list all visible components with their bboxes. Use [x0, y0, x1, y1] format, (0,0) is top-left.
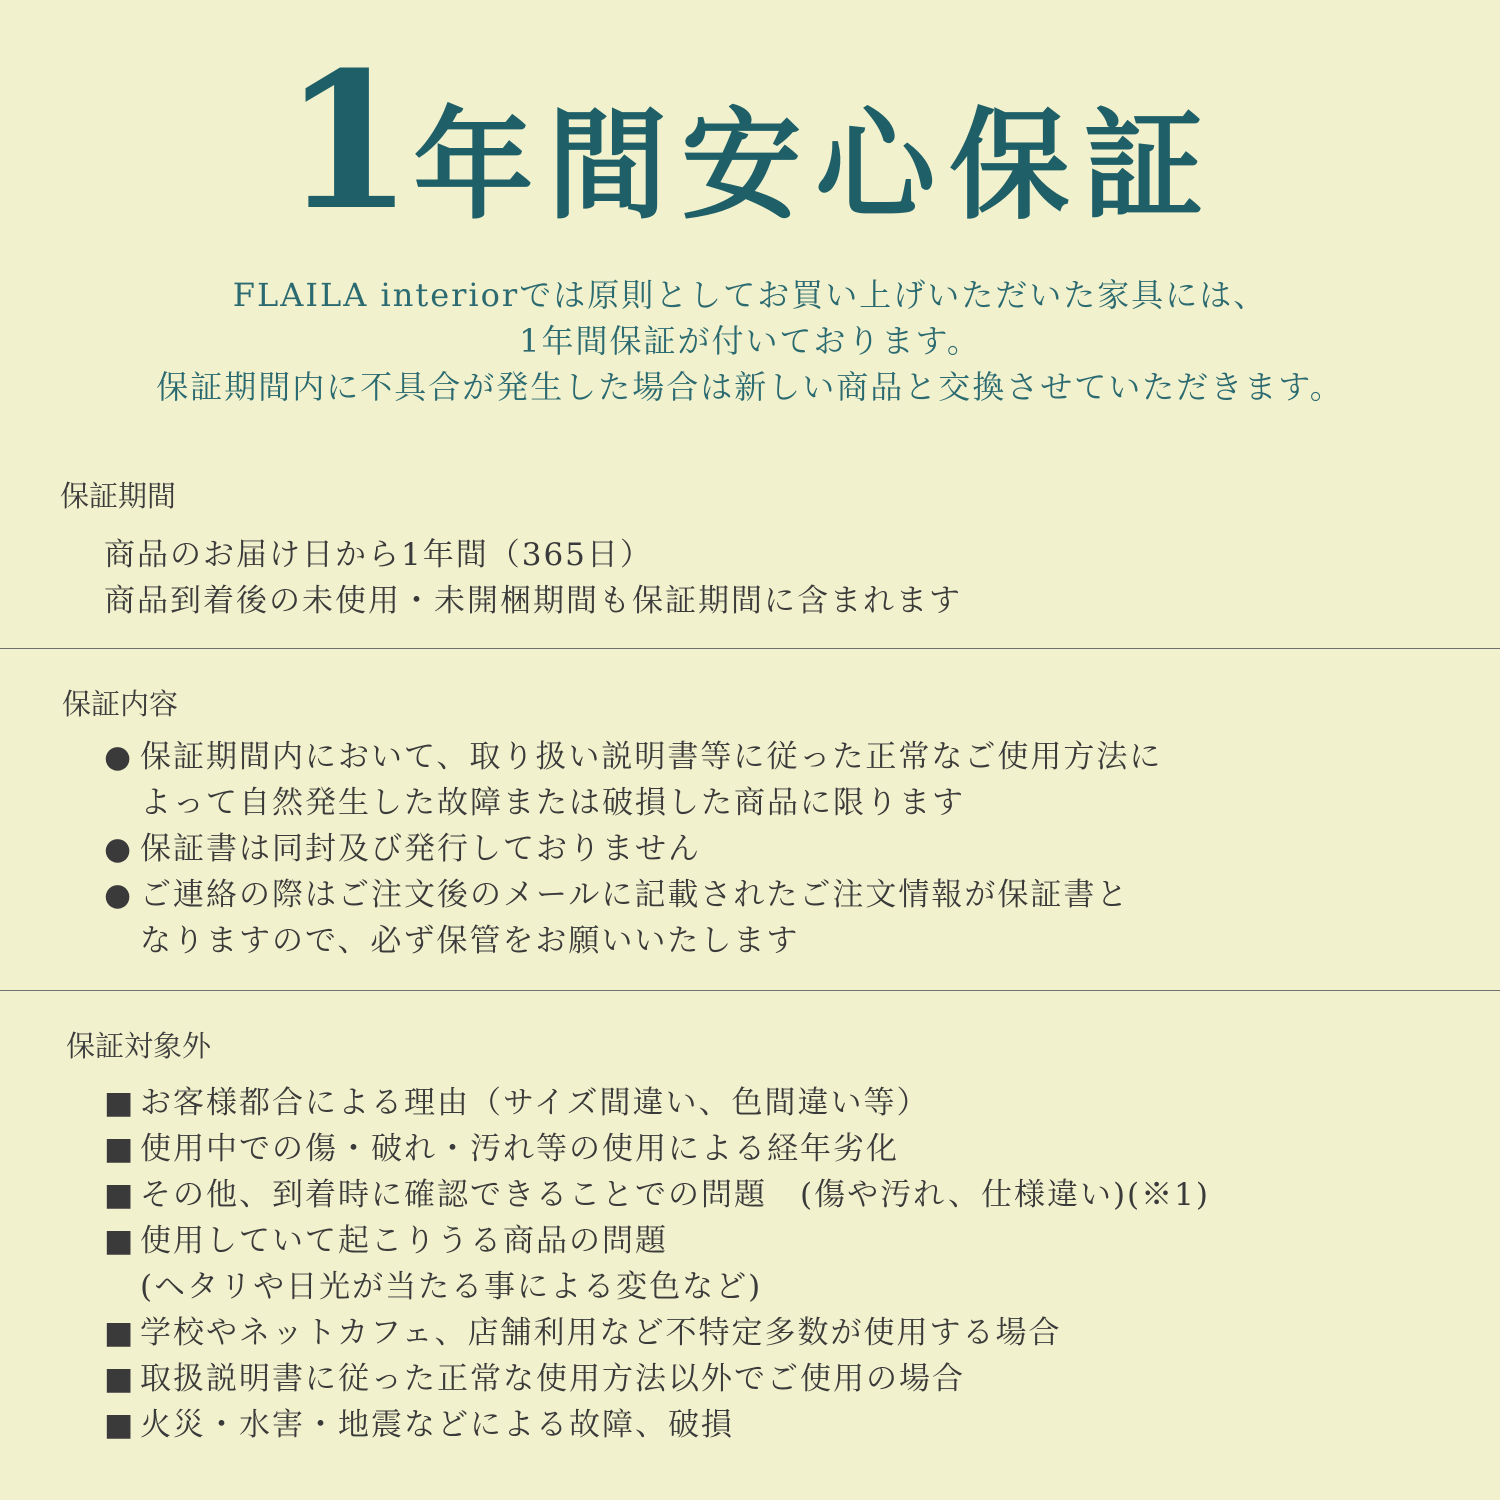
list-item — [104, 1402, 1210, 1448]
period-body — [104, 532, 962, 624]
list-item-text: 保証期間内において、取り扱い説明書等に従った正常なご使用方法に — [140, 739, 1163, 775]
list-item-continuation: なりますので、必ず保管をお願いいたします — [140, 923, 800, 959]
content-list — [104, 734, 1162, 964]
list-item-text: 火災・水害・地震などによる故障、破損 — [140, 1407, 734, 1443]
list-item-continuation: よって自然発生した故障または破損した商品に限ります — [140, 785, 965, 821]
list-item-text: ご連絡の際はご注文後のメールに記載されたご注文情報が保証書と — [140, 877, 1130, 913]
list-item — [104, 826, 1162, 872]
intro-line: FLAILA interiorでは原則としてお買い上げいただいた家具には、 — [232, 276, 1268, 314]
bullet-icon: ● — [104, 739, 134, 775]
list-item — [104, 1126, 1210, 1172]
list-item — [104, 1310, 1210, 1356]
section-divider — [0, 990, 1500, 991]
list-item — [104, 1218, 1210, 1264]
list-item-text: 学校やネットカフェ、店舗利用など不特定多数が使用する場合 — [140, 1315, 1062, 1351]
list-item — [104, 872, 1162, 918]
list-item-text: 取扱説明書に従った正常な使用方法以外でご使用の場合 — [140, 1361, 965, 1397]
list-item-text: お客様都合による理由（サイズ間違い、色間違い等） — [140, 1085, 930, 1121]
period-line: 商品到着後の未使用・未開梱期間も保証期間に含まれます — [104, 583, 962, 619]
list-item — [104, 734, 1162, 780]
list-item-text: 使用していて起こりうる商品の問題 — [140, 1223, 668, 1259]
list-item-continuation: (ヘタリや日光が当たる事による変色など) — [140, 1269, 763, 1305]
list-item-text: 保証書は同封及び発行しておりません — [140, 831, 701, 867]
intro-text — [0, 272, 1500, 410]
square-bullet-icon: ■ — [104, 1085, 136, 1121]
title-number: 1 — [282, 31, 414, 252]
square-bullet-icon: ■ — [104, 1177, 136, 1213]
square-bullet-icon: ■ — [104, 1131, 136, 1167]
square-bullet-icon: ■ — [104, 1361, 136, 1397]
list-item — [104, 1172, 1210, 1218]
list-item-text: 使用中での傷・破れ・汚れ等の使用による経年劣化 — [140, 1131, 899, 1167]
exclusions-heading: 保証対象外 — [66, 1029, 212, 1063]
list-item — [104, 1080, 1210, 1126]
section-divider — [0, 648, 1500, 649]
bullet-icon: ● — [104, 831, 134, 867]
list-item-text: その他、到着時に確認できることでの問題 (傷や汚れ、仕様違い)(※1) — [140, 1177, 1210, 1213]
intro-line: 1年間保証が付いております。 — [519, 322, 981, 360]
square-bullet-icon: ■ — [104, 1223, 136, 1259]
square-bullet-icon: ■ — [104, 1407, 136, 1443]
period-heading: 保証期間 — [60, 479, 177, 513]
bullet-icon: ● — [104, 877, 134, 913]
page-title — [0, 31, 1500, 252]
exclusions-list — [104, 1080, 1210, 1448]
title-text: 年間安心保証 — [413, 97, 1218, 236]
square-bullet-icon: ■ — [104, 1315, 136, 1351]
content-heading: 保証内容 — [62, 687, 179, 721]
list-item — [104, 1356, 1210, 1402]
intro-line: 保証期間内に不具合が発生した場合は新しい商品と交換させていただきます。 — [156, 368, 1344, 406]
period-line: 商品のお届け日から1年間（365日） — [104, 537, 653, 573]
